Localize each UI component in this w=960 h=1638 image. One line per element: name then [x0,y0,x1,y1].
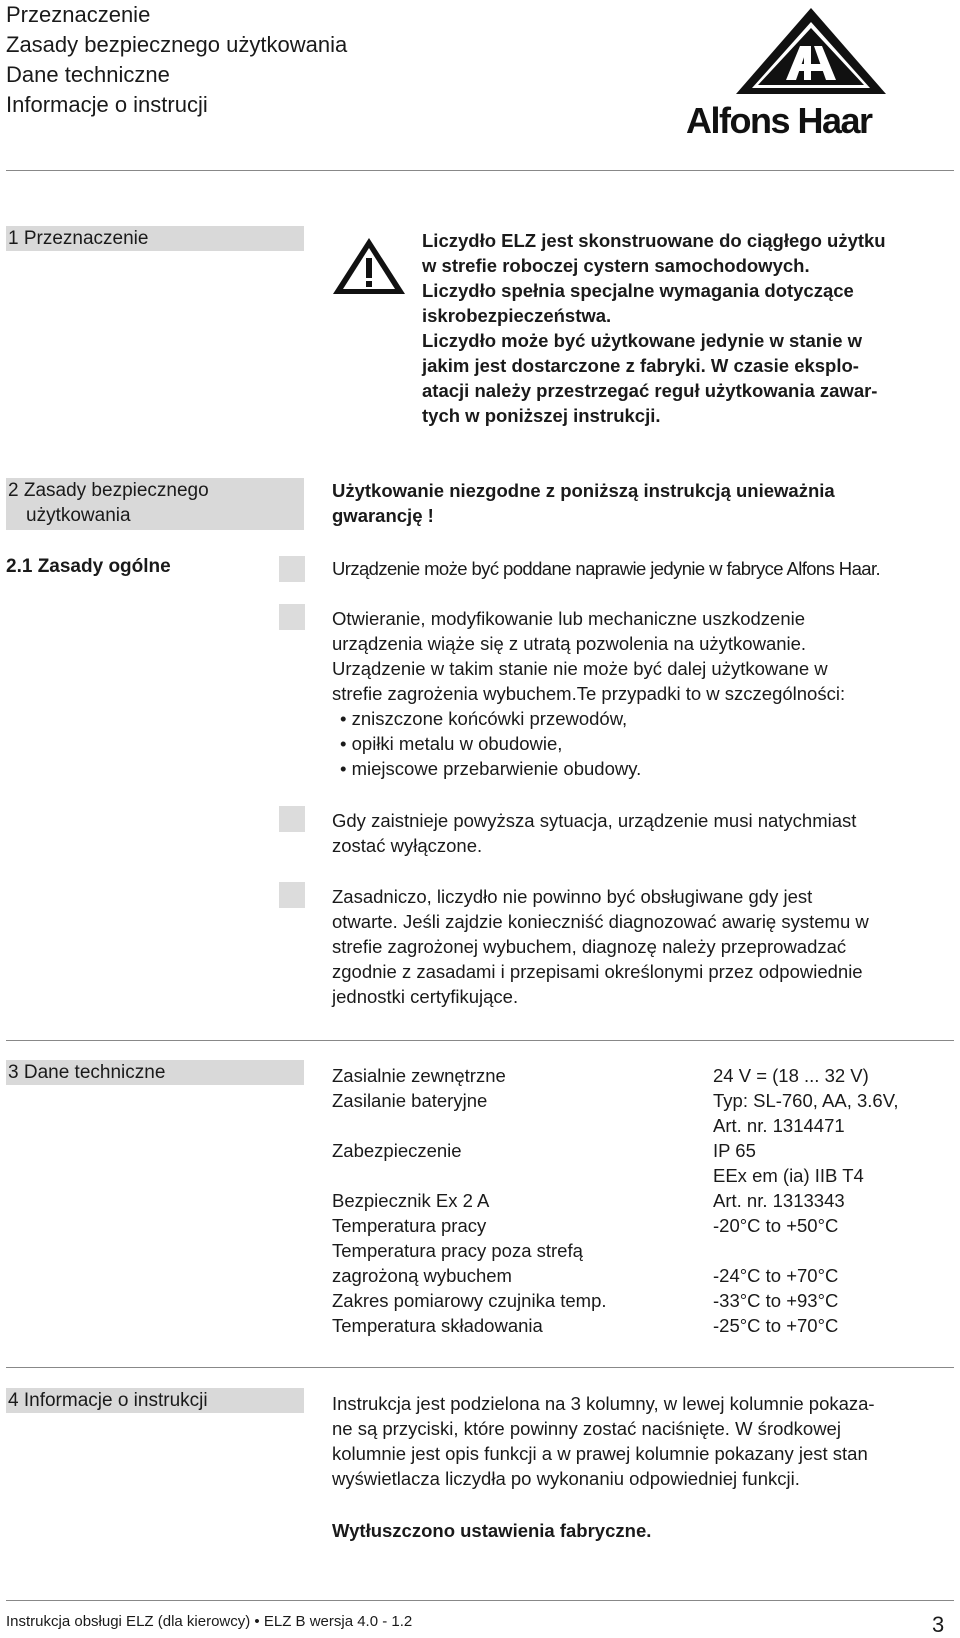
brand-name: Alfons Haar [686,100,872,141]
section4-text [332,1391,952,1491]
hazard-list [332,706,952,781]
section2-para4 [332,884,952,1009]
tech-label: Zakres pomiarowy czujnika temp. [332,1290,607,1311]
footer-divider [6,1600,954,1601]
tech-value: Art. nr. 1314471 [713,1115,845,1136]
para2-line: Otwieranie, modyfikowanie lub mechaniczne uszkodzenie [332,608,806,629]
section2-warning [332,478,952,528]
header-title-2: Zasady bezpiecznego użytkowania [6,32,348,57]
section4-line: ne są przyciski, które powinny zostać naciśnięte. W środkowej [332,1418,841,1439]
section2-para3 [332,808,952,858]
para4-line: strefie zagrożonej wybuchem, diagnozę należy przeprowadzać [332,936,847,957]
paragraph-marker [279,882,305,908]
factory-settings-note: Wytłuszczono ustawienia fabryczne. [332,1520,652,1541]
section4-line: Instrukcja jest podzielona na 3 kolumny, w lewej kolumnie pokaza- [332,1393,875,1414]
para2-line: urządzenia wiąże się z utratą pozwolenia na użytkowanie. [332,633,807,654]
section4-line: wyświetlacza liczydła po wykonaniu odpowiedniej funkcji. [332,1468,800,1489]
header-divider [6,170,954,171]
section1-line: w strefie roboczej cystern samochodowych. [422,255,810,276]
section3-title: 3 Dane techniczne [6,1060,304,1085]
list-item: • miejscowe przebarwienie obudowy. [332,756,952,781]
paragraph-marker [279,556,305,582]
tech-label: Temperatura pracy [332,1215,487,1236]
section2-warning-line1: Użytkowanie niezgodne z poniższą instrukcją unieważnia [332,480,835,501]
section-divider [6,1367,954,1368]
tech-value: 24 V = (18 ... 32 V) [713,1065,869,1086]
section1-line: Liczydło może być użytkowane jedynie w stanie w [422,330,863,351]
header-title-4: Informacje o instrucji [6,92,208,117]
tech-value: Typ: SL-760, AA, 3.6V, [713,1090,899,1111]
paragraph-marker [279,604,305,630]
header-title-3: Dane techniczne [6,62,170,87]
para4-line: jednostki certyfikujące. [332,986,519,1007]
section1-line: Liczydło ELZ jest skonstruowane do ciągłego użytku [422,230,886,251]
header-title-1: Przeznaczenie [6,2,151,27]
para3-line: zostać wyłączone. [332,835,483,856]
section2-title-line2: użytkowania [26,505,131,526]
tech-label: Temperatura składowania [332,1315,543,1336]
tech-value: -33°C to +93°C [713,1290,839,1311]
section1-line: atacji należy przestrzegać reguł użytkowania zawar- [422,380,878,401]
paragraph-marker [279,806,305,832]
tech-value: EEx em (ia) IIB T4 [713,1165,864,1186]
list-item: • opiłki metalu w obudowie, [332,731,952,756]
tech-value: -20°C to +50°C [713,1215,839,1236]
tech-value: -24°C to +70°C [713,1265,839,1286]
tech-value: -25°C to +70°C [713,1315,839,1336]
para4-line: otwarte. Jeśli zajdzie konieczniść diagnozować awarię systemu w [332,911,869,932]
header-titles [6,0,347,120]
alfons-haar-logo-icon [734,6,888,98]
para2-line: strefie zagrożenia wybuchem.Te przypadki to w szczególności: [332,683,846,704]
page-number: 3 [932,1612,945,1637]
section2-title-line1: 2 Zasady bezpiecznego [8,480,209,501]
para3-line: Gdy zaistnieje powyższa sytuacja, urządzenie musi natychmiast [332,810,857,831]
section2-1-title: 2.1 Zasady ogólne [6,556,171,577]
section2-para2 [332,606,952,781]
tech-label: Zabezpieczenie [332,1140,462,1161]
tech-label: zagrożoną wybuchem [332,1265,512,1286]
para4-line: zgodnie z zasadami i przepisami określonymi przez odpowiednie [332,961,863,982]
section2-warning-line2: gwarancję ! [332,505,434,526]
tech-label: Temperatura pracy poza strefą [332,1240,583,1261]
section2-title [6,478,304,530]
section4-title: 4 Informacje o instrukcji [6,1388,304,1413]
section1-line: iskrobezpieczeństwa. [422,305,612,326]
tech-label: Zasilanie bateryjne [332,1090,488,1111]
tech-value: IP 65 [713,1140,756,1161]
list-item: • zniszczone końcówki przewodów, [332,706,952,731]
tech-label: Bezpiecznik Ex 2 A [332,1190,490,1211]
section1-line: Liczydło spełnia specjalne wymagania dotyczące [422,280,854,301]
tech-label: Zasialnie zewnętrzne [332,1065,506,1086]
section1-title: 1 Przeznaczenie [6,226,304,251]
warning-triangle-icon [331,236,407,296]
section4-line: kolumnie jest opis funkcji a w prawej kolumnie pokazany jest stan [332,1443,868,1464]
footer-text: Instrukcja obsługi ELZ (dla kierowcy) • ELZ B wersja 4.0 - 1.2 [6,1613,413,1630]
section-divider [6,1040,954,1041]
section1-line: jakim jest dostarczone z fabryki. W czasie eksplo- [422,355,859,376]
para4-line: Zasadniczo, liczydło nie powinno być obsługiwane gdy jest [332,886,813,907]
section2-para1: Urządzenie może być poddane naprawie jedynie w fabryce Alfons Haar. [332,558,881,579]
tech-value: Art. nr. 1313343 [713,1190,845,1211]
para2-line: Urządzenie w takim stanie nie może być dalej użytkowane w [332,658,828,679]
section1-text [422,228,960,428]
section1-line: tych w poniższej instrukcji. [422,405,661,426]
